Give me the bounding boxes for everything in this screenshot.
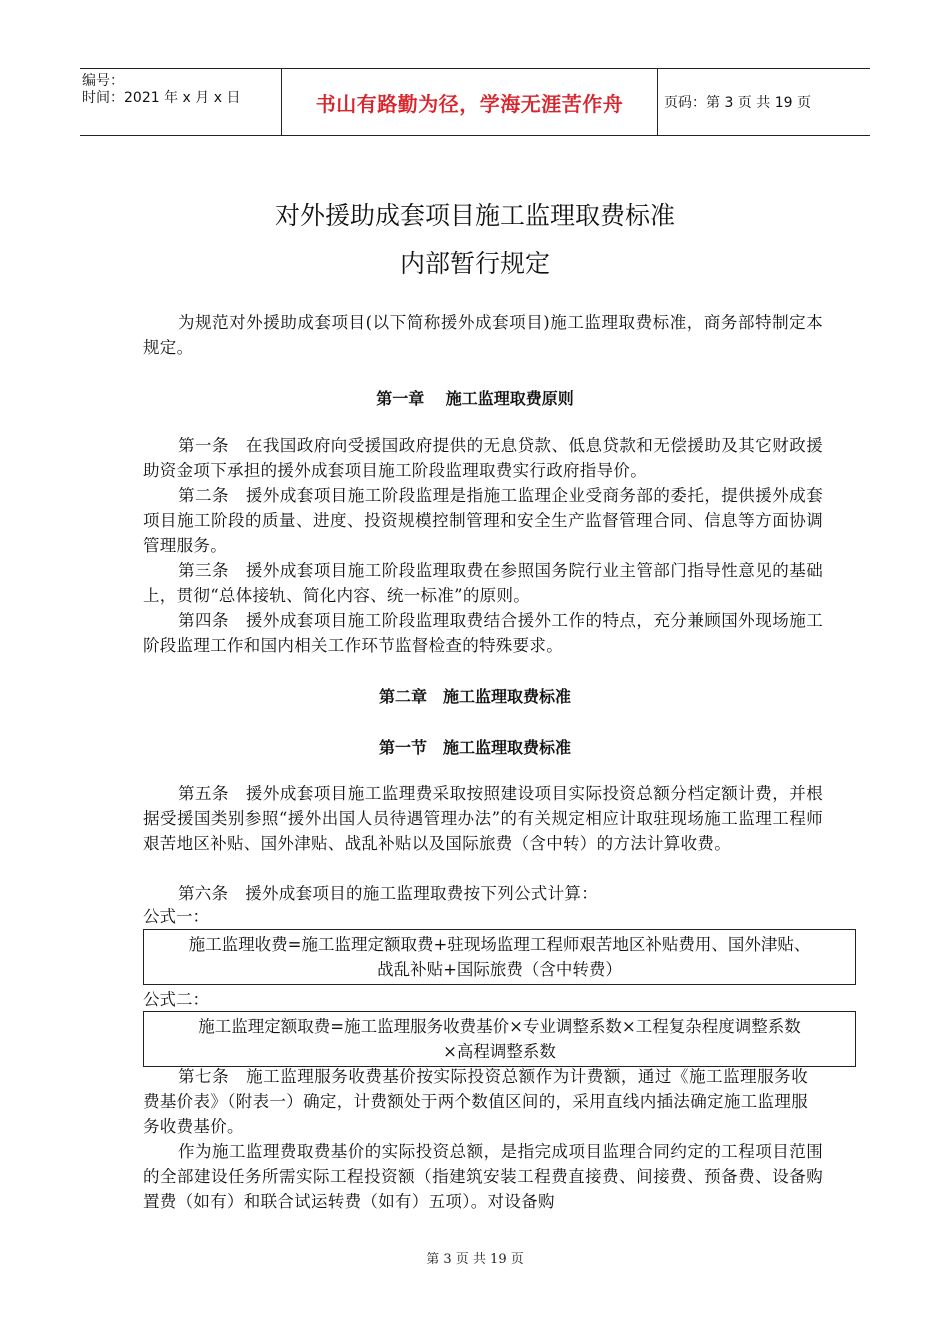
formula2-box xyxy=(143,1011,856,1067)
article-6: 第六条 援外成套项目的施工监理取费按下列公式计算： xyxy=(178,884,598,903)
article-7: 第七条 施工监理服务收费基价按实际投资总额作为计费额，通过《施工监理服务收费基价表》（附表一）确定，计费额处于两个数值区间的，采用直线内插法确定施工监理服务收费基价。 xyxy=(143,1067,808,1136)
time-label: 时间：2021 年 x 月 x 日 xyxy=(82,90,241,106)
chapter1-heading: 第一章 施工监理取费原则 xyxy=(376,389,574,408)
intro-paragraph: 为规范对外援助成套项目(以下简称援外成套项目)施工监理取费标准，商务部特制定本规定。 xyxy=(143,313,823,357)
header-meta xyxy=(80,69,281,135)
document-subtitle: 内部暂行规定 xyxy=(399,249,550,278)
number-label: 编号： xyxy=(82,73,124,89)
formula1-line1: 施工监理收费=施工监理定额取费+驻现场监理工程师艰苦地区补贴费用、国外津贴、 xyxy=(188,935,811,954)
formula1-box xyxy=(143,929,856,985)
header-table xyxy=(80,68,870,136)
chapter2-heading: 第二章 施工监理取费标准 xyxy=(378,687,571,706)
header-motto: 书山有路勤为径，学海无涯苦作舟 xyxy=(281,69,658,135)
article-1: 第一条 在我国政府向受援国政府提供的无息贷款、低息贷款和无偿援助及其它财政援助资金项下承担的援外成套项目施工阶段监理取费实行政府指导价。 xyxy=(143,436,823,480)
header-page-label: 页码：第 3 页 共 19 页 xyxy=(664,95,811,111)
article-2: 第二条 援外成套项目施工阶段监理是指施工监理企业受商务部的委托，提供援外成套项目施工阶段的质量、进度、投资规模控制管理和安全生产监督管理合同、信息等方面协调管理服务。 xyxy=(143,486,823,555)
formula1-label: 公式一： xyxy=(143,907,209,926)
paragraph-investment: 作为施工监理费取费基价的实际投资总额，是指完成项目监理合同约定的工程项目范围的全部建设任务所需实际工程投资额（指建筑安装工程费直接费、间接费、预备费、设备购置费（如有）和联合试运转费（如有）五项）。对设备购 xyxy=(143,1142,823,1211)
article-3: 第三条 援外成套项目施工阶段监理取费在参照国务院行业主管部门指导性意见的基础上，贯彻“总体接轨、简化内容、统一标准”的原则。 xyxy=(143,561,823,605)
section1-heading: 第一节 施工监理取费标准 xyxy=(378,738,571,757)
formula2-line2: ×高程调整系数 xyxy=(443,1042,556,1061)
formula2-line1: 施工监理定额取费=施工监理服务收费基价×专业调整系数×工程复杂程度调整系数 xyxy=(198,1017,801,1036)
formula1-line2: 战乱补贴+国际旅费（含中转费） xyxy=(377,960,622,979)
article-5: 第五条 援外成套项目施工监理费采取按照建设项目实际投资总额分档定额计费，并根据受援国类别参照“援外出国人员待遇管理办法”的有关规定相应计取驻现场施工监理工程师艰苦地区补贴、国外津贴、战乱补贴以及国际旅费（含中转）的方法计算收费。 xyxy=(143,784,823,853)
page-footer: 第 3 页 共 19 页 xyxy=(426,1252,524,1267)
document-title: 对外援助成套项目施工监理取费标准 xyxy=(274,201,675,230)
article-4: 第四条 援外成套项目施工阶段监理取费结合援外工作的特点，充分兼顾国外现场施工阶段监理工作和国内相关工作环节监督检查的特殊要求。 xyxy=(143,611,823,655)
formula2-label: 公式二： xyxy=(143,990,209,1009)
